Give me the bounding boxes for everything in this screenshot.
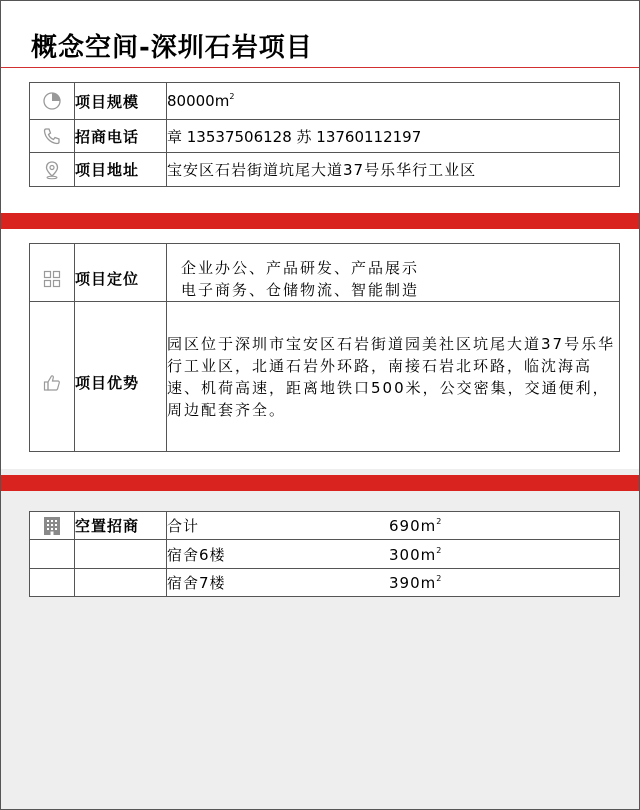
vacancy-item-name: 宿舍7楼	[167, 574, 226, 592]
vacancy-item-name: 合计	[167, 517, 200, 535]
advantage-row	[30, 302, 620, 452]
scale-label: 项目规模	[75, 83, 167, 120]
advantage-label: 项目优势	[75, 302, 167, 452]
info-row-address	[30, 153, 620, 187]
positioning-line: 企业办公、产品研发、产品展示	[181, 258, 420, 277]
location-pin-icon	[30, 153, 75, 187]
vacancy-item-area: $690m^2$	[389, 517, 443, 535]
vacancy-item-area: $300m^2$	[389, 545, 443, 564]
info-table	[29, 82, 620, 187]
info-row-phone	[30, 120, 620, 153]
vacancy-row	[30, 512, 620, 540]
address-value: 宝安区石岩街道坑尾大道37号乐华行工业区	[167, 153, 620, 187]
vacancy-item	[167, 540, 620, 569]
vacancy-item-area: $390m^2$	[389, 574, 443, 592]
positioning-value	[167, 244, 620, 302]
vacancy-label: 空置招商	[75, 512, 167, 540]
vacancy-item	[167, 569, 620, 597]
empty-cell	[75, 569, 167, 597]
page-title: 概念空间-深圳石岩项目	[31, 33, 313, 63]
empty-cell	[30, 540, 75, 569]
profile-table	[29, 243, 620, 452]
empty-cell	[75, 540, 167, 569]
positioning-label: 项目定位	[75, 244, 167, 302]
vacancy-row	[30, 540, 620, 569]
positioning-row	[30, 244, 620, 302]
thumbs-up-icon	[30, 302, 75, 452]
address-label: 项目地址	[75, 153, 167, 187]
positioning-line: 电子商务、仓储物流、智能制造	[181, 280, 420, 299]
grid-icon	[30, 244, 75, 302]
red-divider-1	[1, 213, 639, 229]
scale-value: $80000m^2$	[167, 83, 620, 120]
advantage-text: 园区位于深圳市宝安区石岩街道园美社区坑尾大道37号乐华行工业区，北通石岩外环路，南接石岩北环路，临沈海高速、机荷高速，距离地铁口500米，公交密集，交通便利，周边配套齐全。	[167, 302, 620, 452]
vacancy-item	[167, 512, 620, 540]
building-icon	[30, 512, 75, 540]
phone-icon	[30, 120, 75, 153]
vacancy-item-name: 宿舍6楼	[167, 545, 226, 564]
phone-value: 章 13537506128 苏 13760112197	[167, 120, 620, 153]
vacancy-row	[30, 569, 620, 597]
title-band	[1, 1, 639, 68]
red-divider-2	[1, 475, 639, 491]
info-row-scale	[30, 83, 620, 120]
pie-chart-icon	[30, 83, 75, 120]
vacancy-table	[29, 511, 620, 597]
phone-label: 招商电话	[75, 120, 167, 153]
empty-cell	[30, 569, 75, 597]
